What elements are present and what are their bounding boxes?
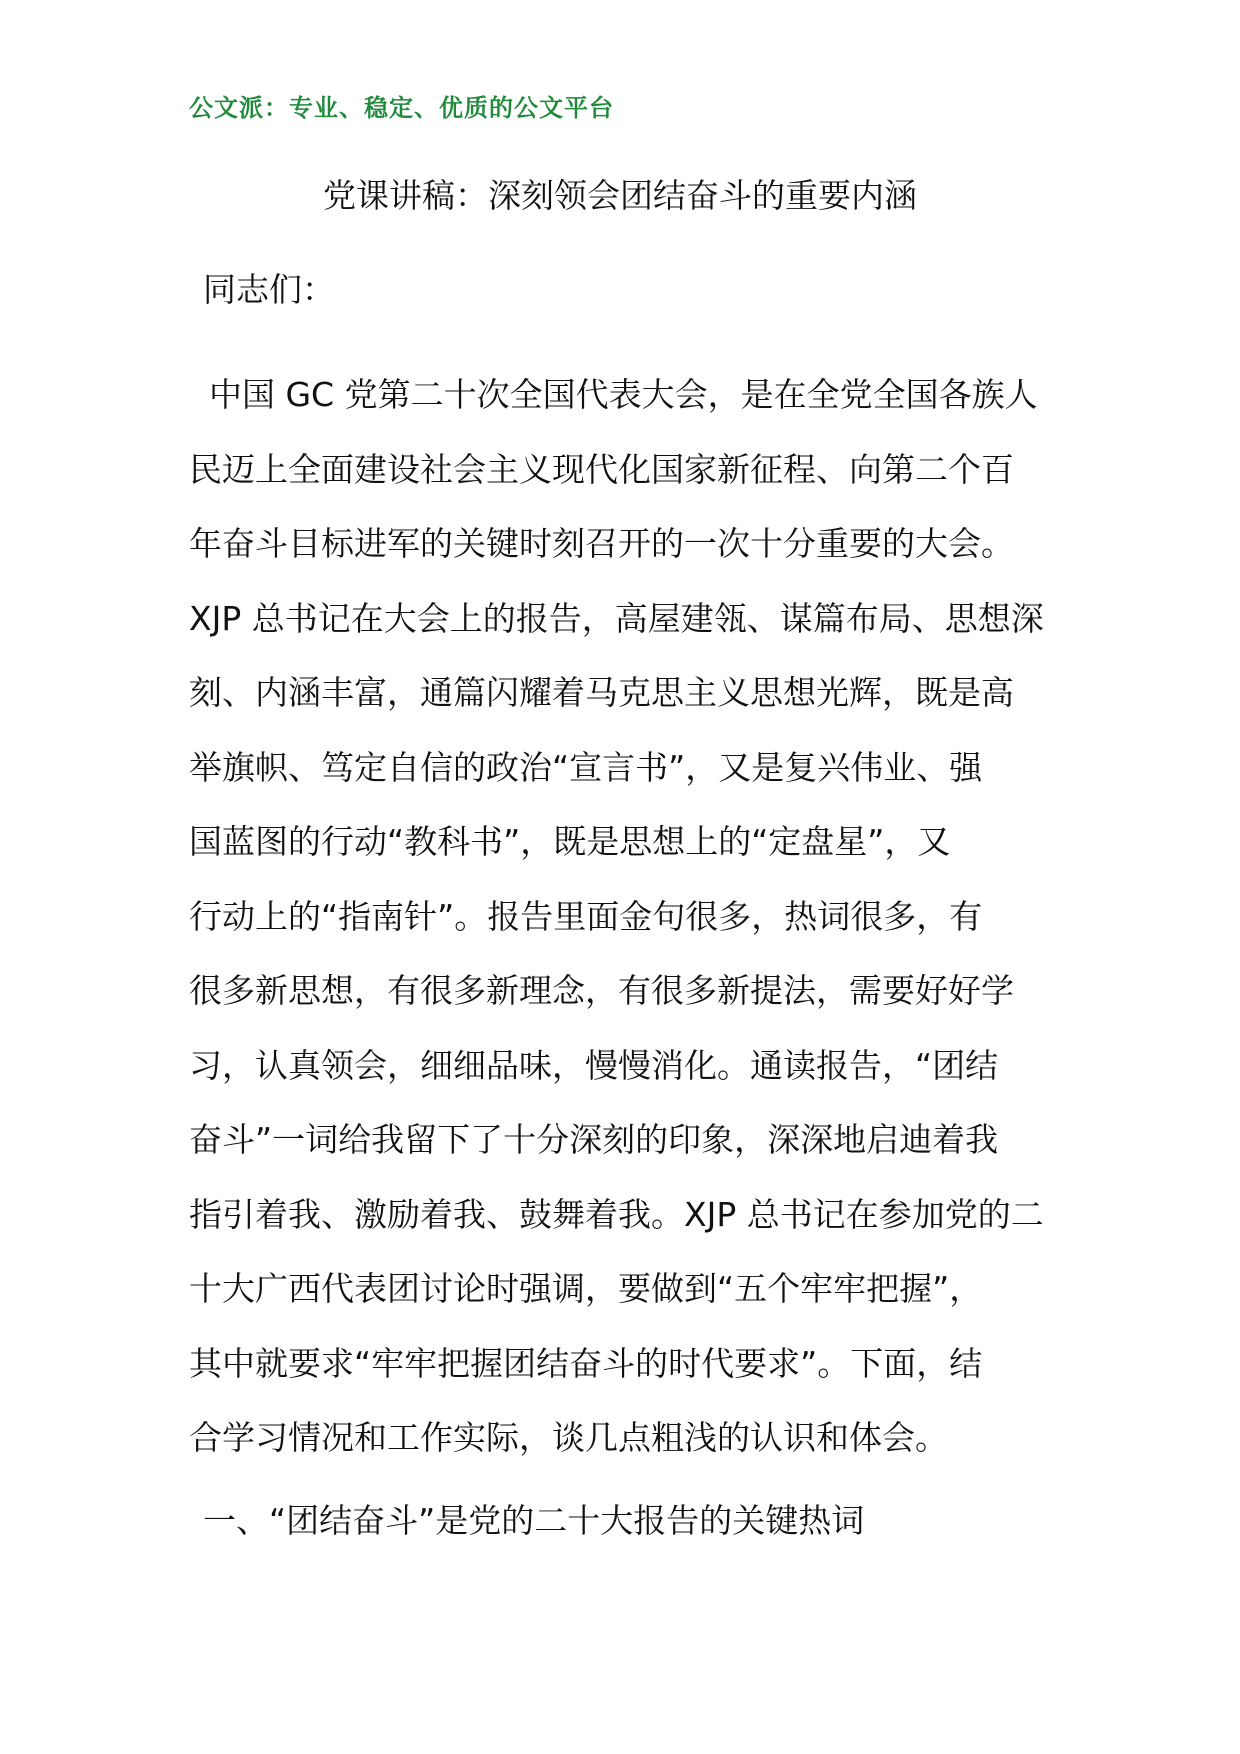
paragraph-line: 年奋斗目标进军的关键时刻召开的一次十分重要的大会。 (189, 524, 1014, 563)
paragraph-line: 民迈上全面建设社会主义现代化国家新征程、向第二个百 (189, 449, 1014, 489)
document-title: 党课讲稿：深刻领会团结奋斗的重要内涵 (323, 176, 917, 215)
section-heading: 一、“团结奋斗”是党的二十大报告的关键热词 (203, 1501, 865, 1540)
paragraph-line: XJP 总书记在大会上的报告，高屋建瓴、谋篇布局、思想深 (189, 598, 1044, 638)
paragraph-line: 举旗帜、笃定自信的政治“宣言书”，又是复兴伟业、强 (189, 747, 983, 787)
paragraph-line: 其中就要求“牢牢把握团结奋斗的时代要求”。下面，结 (189, 1343, 983, 1383)
paragraph-line: 很多新思想，有很多新理念，有很多新提法，需要好好学 (189, 971, 1014, 1010)
platform-header: 公文派：专业、稳定、优质的公文平台 (189, 94, 614, 122)
paragraph-line: 刻、内涵丰富，通篇闪耀着马克思主义思想光辉，既是高 (189, 673, 1014, 712)
paragraph-line: 奋斗”一词给我留下了十分深刻的印象，深深地启迪着我 (189, 1120, 999, 1159)
paragraph-line: 国蓝图的行动“教科书”，既是思想上的“定盘星”，又 (189, 822, 951, 861)
paragraph-line: 中国 GC 党第二十次全国代表大会，是在全党全国各族人 (209, 375, 1038, 414)
paragraph-line: 行动上的“指南针”。报告里面金句很多，热词很多，有 (189, 896, 983, 936)
salutation: 同志们： (203, 270, 335, 309)
paragraph-line: 指引着我、激励着我、鼓舞着我。XJP 总书记在参加党的二 (189, 1194, 1044, 1234)
paragraph-line: 合学习情况和工作实际，谈几点粗浅的认识和体会。 (189, 1418, 948, 1457)
body-paragraph (189, 358, 1069, 1476)
paragraph-line: 十大广西代表团讨论时强调，要做到“五个牢牢把握”， (189, 1269, 983, 1308)
paragraph-line: 习，认真领会，细细品味，慢慢消化。通读报告，“团结 (189, 1045, 999, 1085)
